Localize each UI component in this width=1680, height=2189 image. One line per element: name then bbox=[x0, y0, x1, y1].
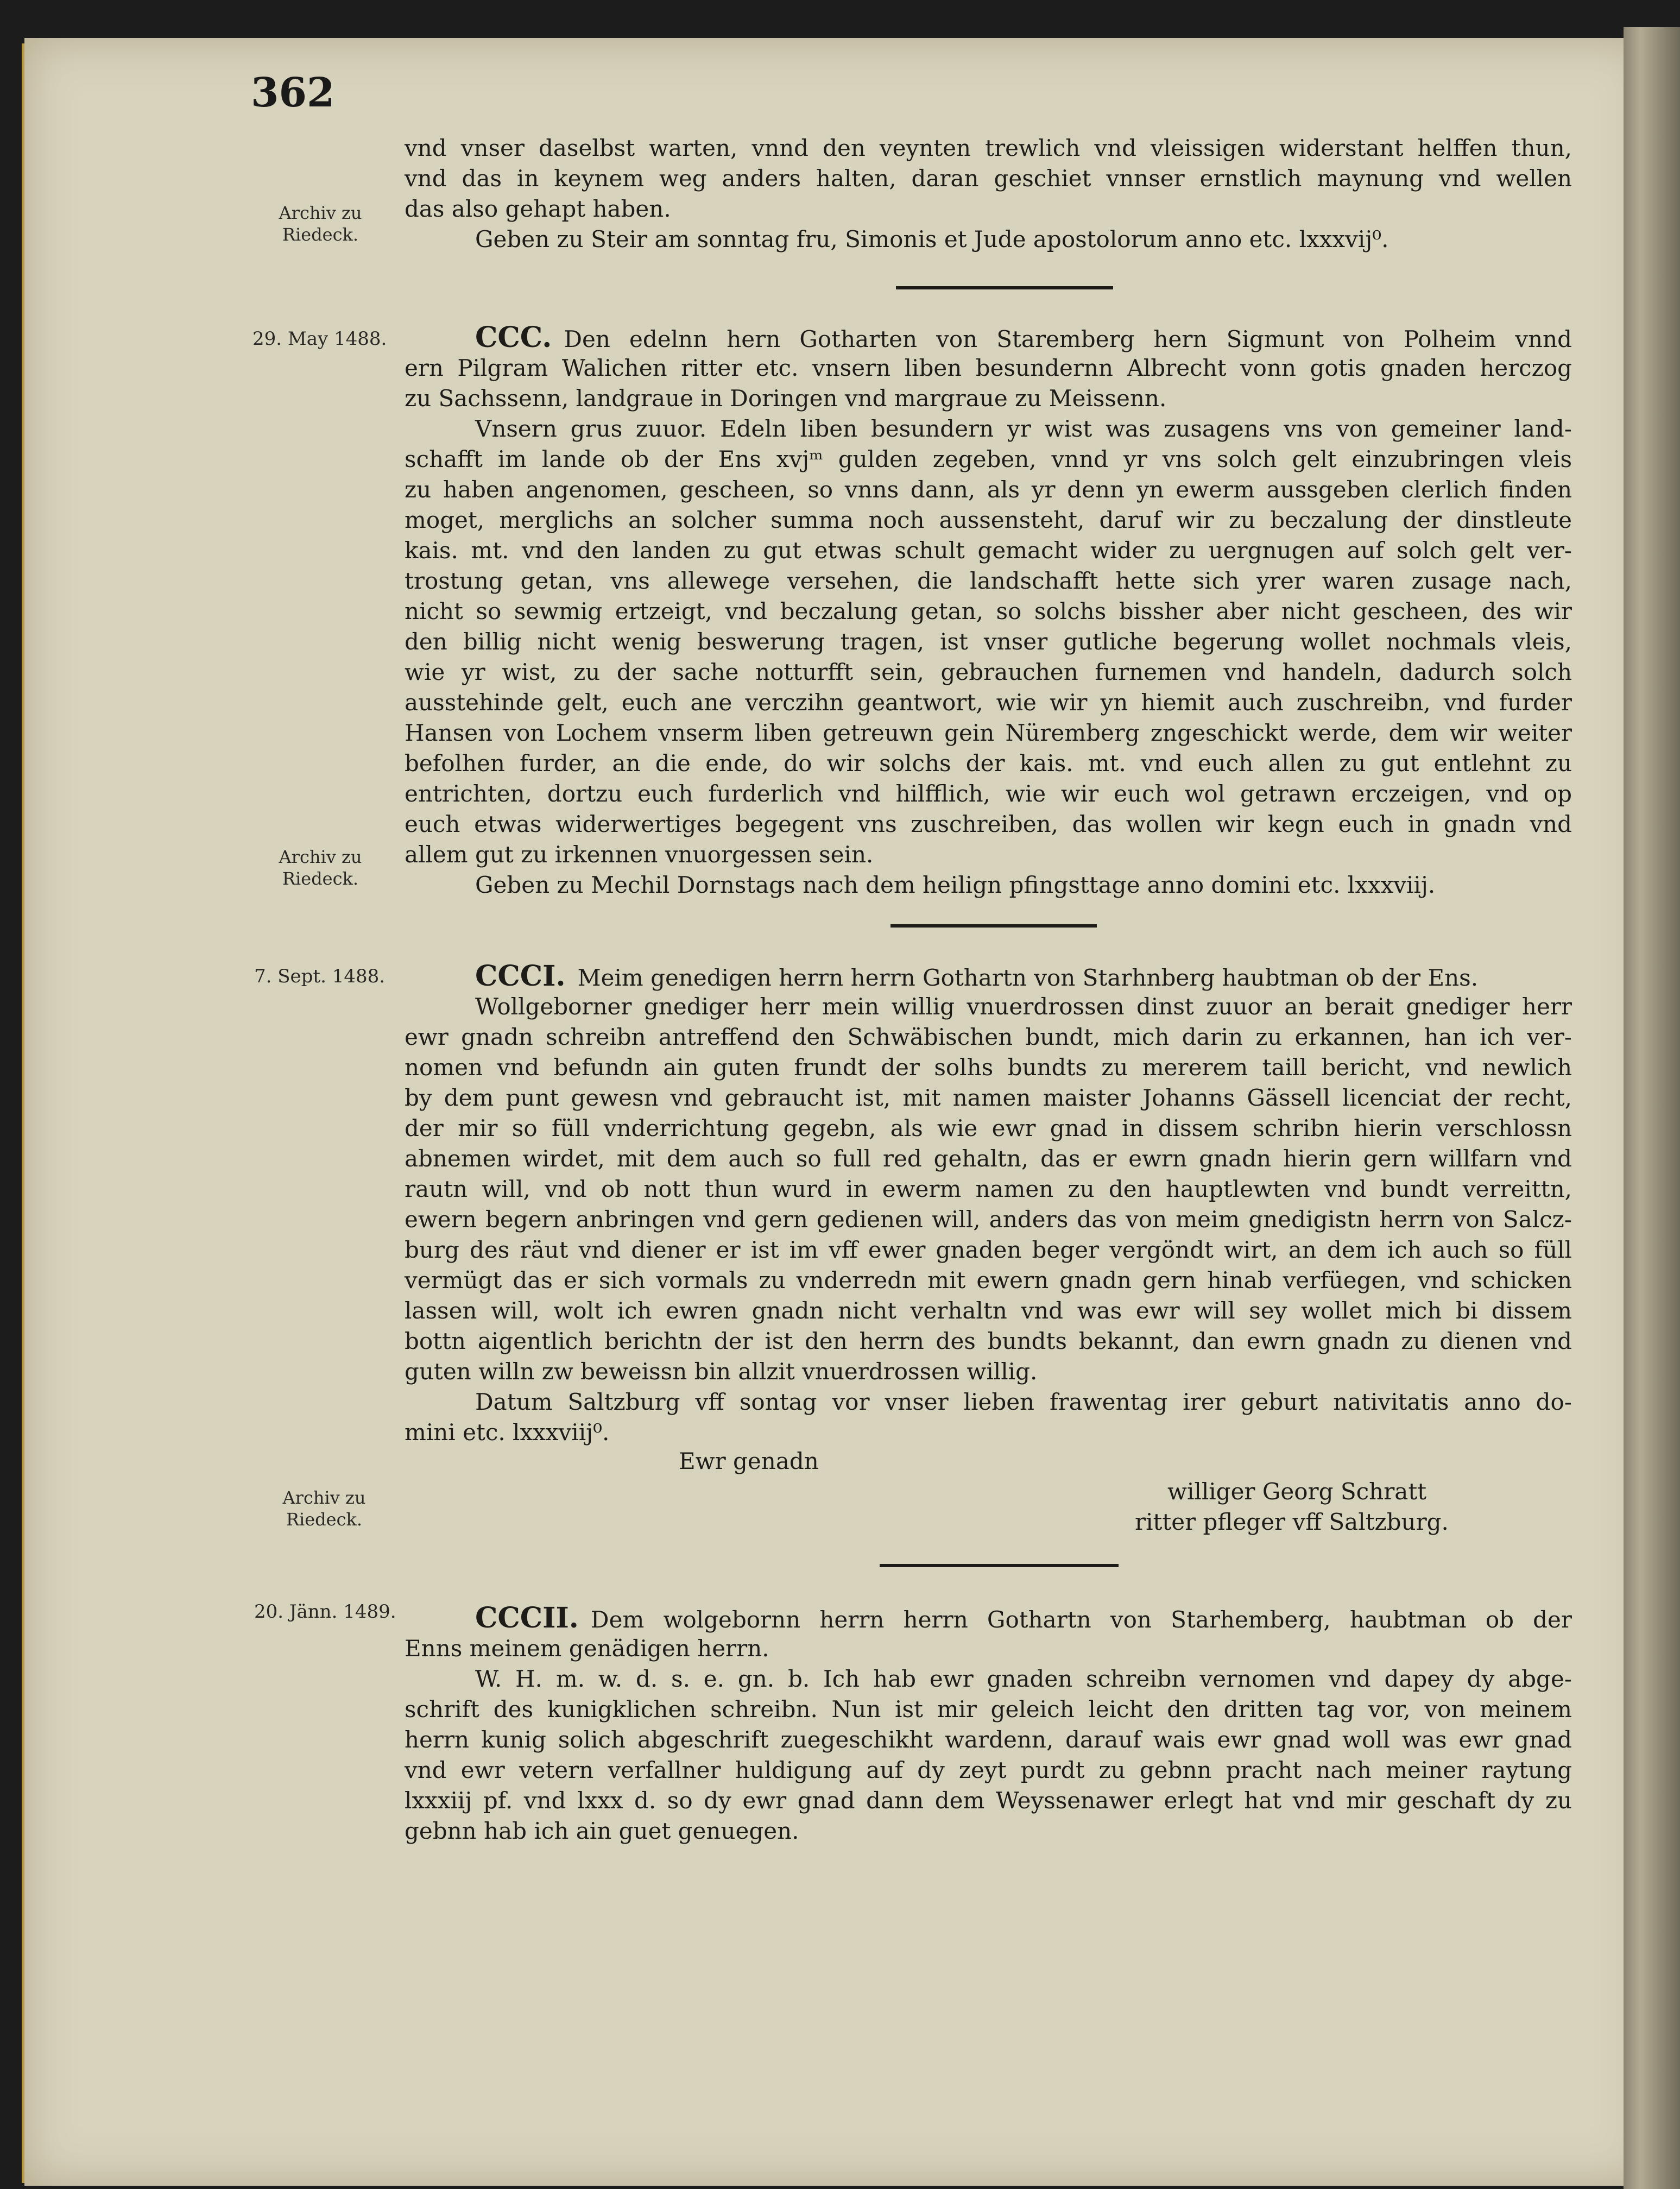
text-line: entrichten, dortzu euch furderlich vnd hilfflich, wie wir euch wol getrawn erczeigen, vnd op bbox=[405, 780, 1572, 807]
archive-note: Archiv zu Riedeck. bbox=[282, 1487, 366, 1530]
text-line: lassen will, wolt ich ewren gnadn nicht verhaltn vnd was ewr will sey wollet mich bi dissem bbox=[405, 1297, 1572, 1324]
text-line: wie yr wist, zu der sache notturfft sein, gebrauchen furnemen vnd handeln, dadurch solch bbox=[405, 659, 1572, 685]
text-line: vnd das in keynem weg anders halten, daran geschiet vnnser ernstlich maynung vnd wellen bbox=[405, 165, 1572, 192]
document-date: 7. Sept. 1488. bbox=[254, 966, 386, 987]
text-line: das also gehapt haben. bbox=[405, 195, 671, 222]
section-divider bbox=[880, 1564, 1119, 1567]
document-number: CCCI. bbox=[475, 960, 566, 993]
text-line: herrn kunig solich abgeschrift zuegeschikht wardenn, darauf wais ewr gnad woll was ewr gnad bbox=[405, 1726, 1572, 1753]
text-line: Wollgeborner gnediger herr mein willig vnuerdrossen dinst zuuor an berait gnediger herr bbox=[475, 993, 1572, 1020]
document-heading-line: CCCI. Meim genedigen herrn herrn Gothartn von Starhnberg haubtman ob der Ens. bbox=[475, 960, 1479, 993]
text-line: W. H. m. w. d. s. e. gn. b. Ich hab ewr gnaden schreibn vernomen vnd dapey dy abge- bbox=[475, 1666, 1572, 1692]
text-line: lxxxiij pf. vnd lxxx d. so dy ewr gnad dann dem Weyssenawer erlegt hat vnd mir geschaft dy zu bbox=[405, 1787, 1572, 1814]
document-number: CCC. bbox=[475, 321, 552, 354]
text-line: der mir so füll vnderrichtung gegebn, als wie ewr gnad in dissem schribn hierin verschlossn bbox=[405, 1115, 1572, 1141]
section-divider bbox=[896, 286, 1113, 289]
page-number: 362 bbox=[251, 70, 335, 116]
salutation: Ewr genadn bbox=[679, 1448, 819, 1474]
document-heading-line: ern Pilgram Walichen ritter etc. vnsern liben besundernn Albrecht vonn gotis gnaden herczog bbox=[405, 355, 1572, 381]
text-line: euch etwas widerwertiges begegent vns zuschreiben, das wollen wir kegn euch in gnadn vnd bbox=[405, 811, 1572, 837]
text-line: schafft im lande ob der Ens xvjᵐ gulden zegeben, vnnd yr vns solch gelt einzubringen vleis bbox=[405, 446, 1572, 472]
text-line: rautn will, vnd ob nott thun wurd in ewerm namen zu den hauptlewten vnd bundt verreittn, bbox=[405, 1176, 1572, 1202]
closing-line: Datum Saltzburg vff sontag vor vnser lieben frawentag irer geburt nativitatis anno do- bbox=[475, 1389, 1572, 1415]
text-line: Vnsern grus zuuor. Edeln liben besundern yr wist was zusagens vns von gemeiner land- bbox=[475, 415, 1572, 442]
document-heading-line: zu Sachssenn, landgraue in Doringen vnd margraue zu Meissenn. bbox=[405, 385, 1167, 412]
text-line: trostung getan, vns allewege versehen, die landschafft hette sich yrer waren zusage nach, bbox=[405, 567, 1572, 594]
text-line: abnemen wirdet, mit dem auch so full red gehaltn, das er ewrn gnadn hierin gern willfarn vnd bbox=[405, 1145, 1572, 1172]
text-line: allem gut zu irkennen vnuorgessen sein. bbox=[405, 841, 874, 868]
text-line: vnd vnser daselbst warten, vnnd den veynten trewlich vnd vleissigen widerstant helffen thun, bbox=[405, 135, 1572, 161]
closing-line: Geben zu Steir am sonntag fru, Simonis et Jude apostolorum anno etc. lxxxvij⁰. bbox=[475, 226, 1389, 253]
text-line: bottn aigentlich berichtn der ist den herrn des bundts bekannt, dan ewrn gnadn zu dienen vnd bbox=[405, 1328, 1572, 1354]
archive-note: Archiv zu Riedeck. bbox=[279, 203, 362, 245]
document-date: 20. Jänn. 1489. bbox=[254, 1601, 396, 1623]
text-line: guten willn zw beweissn bin allzit vnuerdrossen willig. bbox=[405, 1358, 1038, 1385]
signature-line: williger Georg Schratt bbox=[1167, 1478, 1427, 1505]
text-line: ewern begern anbringen vnd gern gedienen will, anders das von meim gnedigistn herrn von Salcz- bbox=[405, 1206, 1572, 1233]
text-line: schrift des kunigklichen schreibn. Nun ist mir geleich leicht den dritten tag vor, von meinem bbox=[405, 1696, 1572, 1723]
section-divider bbox=[890, 924, 1097, 928]
closing-line: mini etc. lxxxviij⁰. bbox=[405, 1419, 610, 1446]
text-line: kais. mt. vnd den landen zu gut etwas schult gemacht wider zu uergnugen auf solch gelt ver- bbox=[405, 537, 1572, 564]
signature-line: ritter pfleger vff Saltzburg. bbox=[1135, 1509, 1449, 1535]
text-line: burg des räut vnd diener er ist im vff ewer gnaden beger vergöndt wirt, an dem ich auch so füll bbox=[405, 1237, 1572, 1263]
text-line: befolhen furder, an die ende, do wir solchs der kais. mt. vnd euch allen zu gut entlehnt zu bbox=[405, 750, 1572, 777]
text-line: den billig nicht wenig beswerung tragen, ist vnser gutliche begerung wollet nochmals vleis, bbox=[405, 628, 1572, 655]
document-number: CCCII. bbox=[475, 1601, 579, 1635]
text-line: nomen vnd befundn ain guten frundt der solhs bundts zu mererem taill bericht, vnd newlich bbox=[405, 1054, 1572, 1081]
document-heading-line: CCC. Den edelnn hern Gotharten von Staremberg hern Sigmunt von Polheim vnnd bbox=[475, 321, 1572, 354]
text-line: zu haben angenomen, gescheen, so vnns dann, als yr denn yn ewerm aussgeben clerlich finden bbox=[405, 476, 1572, 503]
text-line: ewr gnadn schreibn antreffend den Schwäbischen bundt, mich darin zu erkannen, han ich ver- bbox=[405, 1024, 1572, 1050]
text-line: vermügt das er sich vormals zu vnderredn mit ewern gnadn gern hinab verfüegen, vnd schicken bbox=[405, 1267, 1572, 1294]
text-line: vnd ewr vetern verfallner huldigung auf dy zeyt purdt zu gebnn pracht nach meiner raytung bbox=[405, 1757, 1572, 1783]
text-line: ausstehinde gelt, euch ane verczihn geantwort, wie wir yn hiemit auch zuschreibn, vnd furder bbox=[405, 689, 1572, 716]
text-line: moget, merglichs an solcher summa noch aussensteht, daruf wir zu beczalung der dinstleute bbox=[405, 507, 1572, 533]
text-line: Hansen von Lochem vnserm liben getreuwn gein Nüremberg zngeschickt werde, dem wir weiter bbox=[405, 720, 1572, 746]
text-line: by dem punt gewesn vnd gebraucht ist, mit namen maister Johanns Gässell licenciat der recht, bbox=[405, 1084, 1572, 1111]
book-spine bbox=[1624, 27, 1680, 2189]
document-heading-line: Enns meinem genädigen herrn. bbox=[405, 1635, 769, 1662]
text-line: nicht so sewmig ertzeigt, vnd beczalung getan, so solchs bissher aber nicht gescheen, des wir bbox=[405, 598, 1572, 624]
closing-line: Geben zu Mechil Dornstags nach dem heilign pfingsttage anno domini etc. lxxxviij. bbox=[475, 872, 1436, 898]
document-heading-line: CCCII. Dem wolgebornn herrn herrn Gothartn von Starhemberg, haubtman ob der bbox=[475, 1601, 1572, 1635]
archive-note: Archiv zu Riedeck. bbox=[279, 847, 362, 889]
document-date: 29. May 1488. bbox=[252, 328, 387, 350]
text-line: gebnn hab ich ain guet genuegen. bbox=[405, 1818, 799, 1844]
